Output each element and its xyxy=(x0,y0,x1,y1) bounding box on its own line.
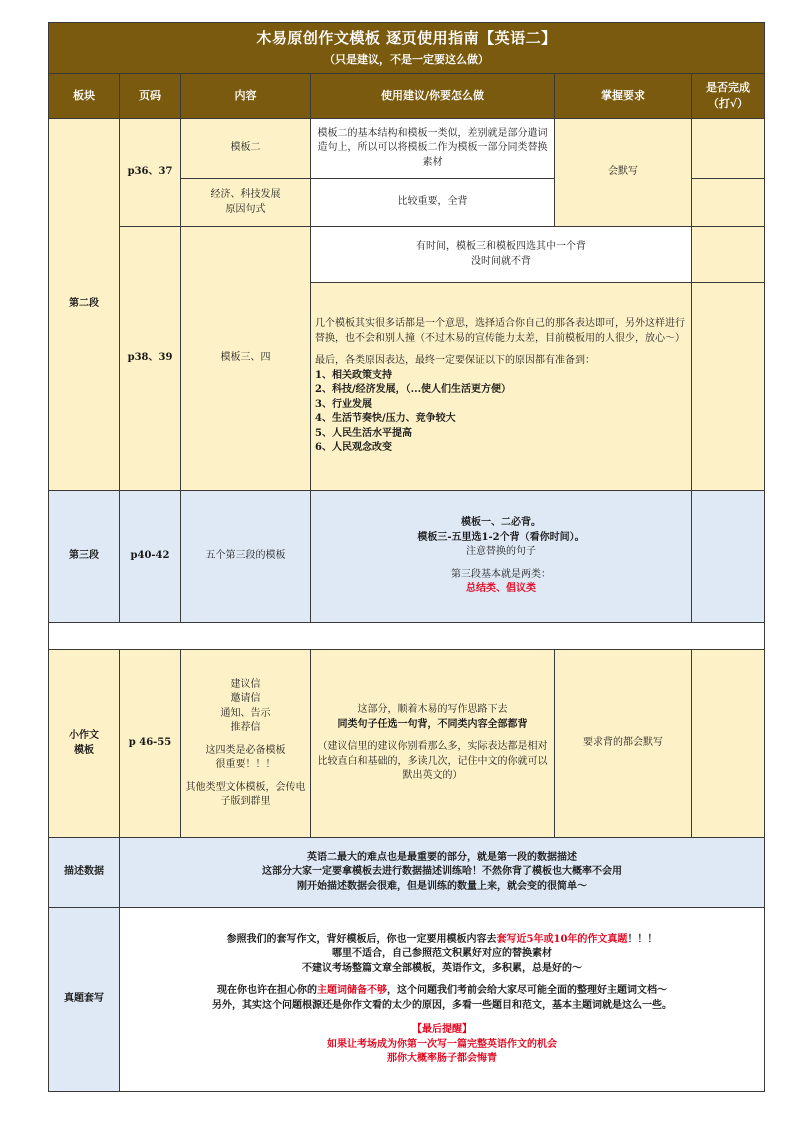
pages-p46-55: p 46-55 xyxy=(120,650,181,838)
content-section-3-templates: 五个第三段的模板 xyxy=(181,491,311,623)
done-checkbox[interactable] xyxy=(692,119,765,179)
advice-economy-tech: 比较重要，全背 xyxy=(311,179,555,227)
content-economy-tech: 经济、科技发展 原因句式 xyxy=(181,179,311,227)
advice-lead: 最后，各类原因表达，最终一定要保证以下的原因都有准备到： xyxy=(315,355,595,367)
done-checkbox[interactable] xyxy=(692,491,765,623)
done-checkbox[interactable] xyxy=(692,650,765,838)
page-subtitle: （只是建议，不是一定要这么做） xyxy=(324,52,489,66)
advice-template-3-4-detail xyxy=(311,283,692,491)
describe-data-notes: 英语二最大的难点也是最重要的部分，就是第一段的数据描述 这部分大家一定要拿模板去进行数据描述训练哈！不然你背了模板也大概率不会用 刚开始描述数据会很难，但是训练的数量上来，就会变的很简单～ xyxy=(120,838,765,908)
requirement-small-essay: 要求背的都会默写 xyxy=(555,650,692,838)
col-header-section: 板块 xyxy=(49,74,120,119)
col-header-requirement: 掌握要求 xyxy=(555,74,692,119)
section-label-small-essay: 小作文 模板 xyxy=(49,650,120,838)
col-header-advice: 使用建议/你要怎么做 xyxy=(311,74,555,119)
col-header-pages: 页码 xyxy=(120,74,181,119)
pages-p40-42: p40-42 xyxy=(120,491,181,623)
spacer-row xyxy=(49,623,765,650)
content-template-3-4: 模板三、四 xyxy=(181,227,311,491)
done-checkbox[interactable] xyxy=(692,179,765,227)
advice-section-3: 模板一、二必背。 模板三-五里选1-2个背（看你时间）。 注意替换的句子 第三段基本就是两类： 总结类、倡议类 xyxy=(311,491,692,623)
table-header xyxy=(49,23,765,74)
advice-small-essay: 这部分，顺着木易的写作思路下去 同类句子任选一句背，不同类内容全部都背 （建议信里的建议你别看那么多，实际表达都是相对比较直白和基础的，多读几次，记住中文的你就可以默出英文的） xyxy=(311,650,555,838)
guide-table xyxy=(48,22,765,1092)
content-template-2: 模板二 xyxy=(181,119,311,179)
done-checkbox[interactable] xyxy=(692,227,765,283)
advice-template-3-4-top: 有时间，模板三和模板四选其中一个背 没时间就不背 xyxy=(311,227,692,283)
content-small-essay: 建议信 邀请信 通知、告示 推荐信 这四类是必备模板 很重要！！！ 其他类型文体模板，会传电子版到群里 xyxy=(181,650,311,838)
page-title: 木易原创作文模板 逐页使用指南【英语二】 xyxy=(256,29,557,48)
col-header-done: 是否完成 （打√） xyxy=(692,74,765,119)
advice-paragraph: 几个模板其实很多话都是一个意思，选择适合你自己的那各表达即可，另外这样进行替换，也不会和别人撞（不过木易的宣传能力太差，目前模板用的人很少，放心～） xyxy=(315,318,685,344)
reason-item: 3、行业发展 xyxy=(315,398,372,410)
col-header-content: 内容 xyxy=(181,74,311,119)
section-label-2: 第二段 xyxy=(49,119,120,491)
reason-item: 1、相关政策支持 xyxy=(315,369,392,381)
reason-item: 5、人民生活水平提高 xyxy=(315,427,412,439)
real-exam-notes: 参照我们的套写作文，背好模板后，你也一定要用模板内容去套写近5年或10年的作文真题！！！ 哪里不适合，自己参照范文积累好对应的替换素材 不建议考场整篇文章全部模板，英语作文，多积累，总是好的～ 现在你也许在担心你的主题词储备不够，这个问题我们考前会给大家尽可能全面的整理好主题词文档～ 另外，其实这个问题根源还是你作文看的太少的原因，多看一些题目和范文，基本主题词就是这么一些。 【最后提醒】 如果让考场成为你第一次写一篇完整英语作文的机会 那你大概率肠子都会悔青 xyxy=(120,908,765,1092)
requirement-recite: 会默写 xyxy=(555,119,692,227)
reason-item: 6、人民观念改变 xyxy=(315,442,392,454)
advice-template-2: 模板二的基本结构和模板一类似，差别就是部分遣词造句上，所以可以将模板二作为模板一部分同类替换素材 xyxy=(311,119,555,179)
section-label-3: 第三段 xyxy=(49,491,120,623)
section-label-describe-data: 描述数据 xyxy=(49,838,120,908)
pages-p36-37: p36、37 xyxy=(120,119,181,227)
section-label-real-exam: 真题套写 xyxy=(49,908,120,1092)
done-checkbox[interactable] xyxy=(692,283,765,491)
pages-p38-39: p38、39 xyxy=(120,227,181,491)
reason-item: 4、生活节奏快/压力、竞争较大 xyxy=(315,413,456,425)
reason-item: 2、科技/经济发展，（...使人们生活更方便） xyxy=(315,384,512,396)
